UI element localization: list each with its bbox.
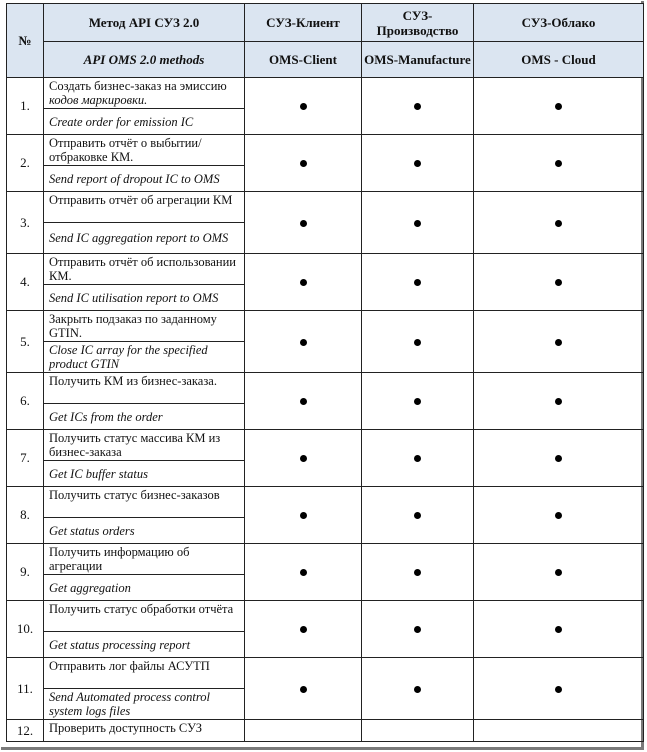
manufacture-support-cell xyxy=(362,192,474,254)
method-name-en: Send IC utilisation report to OMS xyxy=(44,285,245,311)
method-name-ru-text: Закрыть подзаказ по заданному GTIN. xyxy=(49,312,217,340)
manufacture-support-cell xyxy=(362,78,474,135)
client-support-cell xyxy=(245,544,362,601)
row-number: 10. xyxy=(7,601,44,658)
header-manuf-en: OMS-Manufacture xyxy=(362,42,474,78)
table-row xyxy=(7,720,644,742)
row-number: 9. xyxy=(7,544,44,601)
method-name-ru-text: Отправить отчёт об агрегации КМ xyxy=(49,193,233,207)
supported-bullet-icon xyxy=(300,339,307,346)
supported-bullet-icon xyxy=(414,569,421,576)
supported-bullet-icon xyxy=(300,103,307,110)
supported-bullet-icon xyxy=(555,569,562,576)
table-row xyxy=(7,373,644,404)
supported-bullet-icon xyxy=(300,626,307,633)
method-name-ru-text: Отправить отчёт об использовании КМ. xyxy=(49,255,236,283)
table-header xyxy=(7,4,644,78)
method-name-ru xyxy=(44,601,245,632)
table-row xyxy=(7,487,644,518)
client-support-cell xyxy=(245,135,362,192)
method-name-en: Send Automated process control system logs files xyxy=(44,689,245,720)
cloud-support-cell xyxy=(474,311,644,373)
row-number: 1. xyxy=(7,78,44,135)
table-row xyxy=(7,192,644,223)
supported-bullet-icon xyxy=(414,339,421,346)
table-row xyxy=(7,544,644,575)
manufacture-support-cell xyxy=(362,601,474,658)
supported-bullet-icon xyxy=(555,626,562,633)
client-support-cell xyxy=(245,720,362,742)
cloud-support-cell xyxy=(474,658,644,720)
table-row xyxy=(7,135,644,166)
method-name-ru xyxy=(44,373,245,404)
supported-bullet-icon xyxy=(555,279,562,286)
method-name-ru xyxy=(44,658,245,689)
cloud-support-cell xyxy=(474,601,644,658)
method-name-en: Get ICs from the order xyxy=(44,404,245,430)
client-support-cell xyxy=(245,192,362,254)
method-name-ru-text: Отправить лог файлы АСУТП xyxy=(49,659,210,673)
table-row xyxy=(7,430,644,461)
header-method-en: API OMS 2.0 methods xyxy=(44,42,245,78)
cloud-support-cell xyxy=(474,192,644,254)
supported-bullet-icon xyxy=(414,160,421,167)
manufacture-support-cell xyxy=(362,311,474,373)
client-support-cell xyxy=(245,373,362,430)
cloud-support-cell xyxy=(474,544,644,601)
method-name-en: Send report of dropout IC to OMS xyxy=(44,166,245,192)
cloud-support-cell xyxy=(474,487,644,544)
supported-bullet-icon xyxy=(414,626,421,633)
client-support-cell xyxy=(245,311,362,373)
method-name-ru-text: Создать бизнес-заказ на эмиссию xyxy=(49,79,227,93)
supported-bullet-icon xyxy=(555,160,562,167)
header-client-ru: СУЗ-Клиент xyxy=(245,4,362,42)
method-name-ru xyxy=(44,487,245,518)
client-support-cell xyxy=(245,487,362,544)
supported-bullet-icon xyxy=(555,512,562,519)
method-name-ru-text: Проверить доступность СУЗ xyxy=(49,721,203,735)
supported-bullet-icon xyxy=(414,686,421,693)
supported-bullet-icon xyxy=(300,220,307,227)
supported-bullet-icon xyxy=(300,398,307,405)
table-row xyxy=(7,311,644,342)
method-name-ru xyxy=(44,720,245,742)
supported-bullet-icon xyxy=(555,220,562,227)
method-name-en: Get status orders xyxy=(44,518,245,544)
method-name-ru-italic: кодов маркировки. xyxy=(49,93,148,107)
header-method-ru: Метод API СУЗ 2.0 xyxy=(44,4,245,42)
manufacture-support-cell xyxy=(362,135,474,192)
method-name-en: Get status processing report xyxy=(44,632,245,658)
method-name-ru-text: Получить информацию об агрегации xyxy=(49,545,190,573)
method-name-ru-text: Получить статус массива КМ из бизнес-заказа xyxy=(49,431,221,459)
method-name-ru xyxy=(44,192,245,223)
client-support-cell xyxy=(245,430,362,487)
header-cloud-en: OMS - Cloud xyxy=(474,42,644,78)
api-methods-table xyxy=(6,3,644,742)
method-name-en: Get aggregation xyxy=(44,575,245,601)
method-name-ru-text: Получить КМ из бизнес-заказа. xyxy=(49,374,217,388)
method-name-en: Create order for emission IC xyxy=(44,109,245,135)
method-name-ru-text: Получить статус бизнес-заказов xyxy=(49,488,220,502)
cloud-support-cell xyxy=(474,78,644,135)
table-row xyxy=(7,658,644,689)
header-manuf-ru: СУЗ-Производство xyxy=(362,4,474,42)
cloud-support-cell xyxy=(474,430,644,487)
supported-bullet-icon xyxy=(300,686,307,693)
supported-bullet-icon xyxy=(414,512,421,519)
manufacture-support-cell xyxy=(362,487,474,544)
method-name-ru xyxy=(44,430,245,461)
manufacture-support-cell xyxy=(362,430,474,487)
supported-bullet-icon xyxy=(300,569,307,576)
manufacture-support-cell xyxy=(362,544,474,601)
supported-bullet-icon xyxy=(414,103,421,110)
row-number: 3. xyxy=(7,192,44,254)
supported-bullet-icon xyxy=(555,686,562,693)
supported-bullet-icon xyxy=(555,103,562,110)
table-row xyxy=(7,78,644,109)
row-number: 7. xyxy=(7,430,44,487)
header-num: № xyxy=(7,4,44,78)
table-row xyxy=(7,254,644,285)
manufacture-support-cell xyxy=(362,720,474,742)
row-number: 12. xyxy=(7,720,44,742)
manufacture-support-cell xyxy=(362,658,474,720)
method-name-en: Send IC aggregation report to OMS xyxy=(44,223,245,254)
method-name-ru xyxy=(44,311,245,342)
row-number: 6. xyxy=(7,373,44,430)
supported-bullet-icon xyxy=(414,398,421,405)
client-support-cell xyxy=(245,658,362,720)
row-number: 11. xyxy=(7,658,44,720)
supported-bullet-icon xyxy=(300,455,307,462)
client-support-cell xyxy=(245,601,362,658)
method-name-en: Get IC buffer status xyxy=(44,461,245,487)
row-number: 5. xyxy=(7,311,44,373)
cloud-support-cell xyxy=(474,373,644,430)
method-name-ru-text: Отправить отчёт о выбытии/отбраковке КМ. xyxy=(49,136,202,164)
manufacture-support-cell xyxy=(362,254,474,311)
method-name-ru xyxy=(44,78,245,109)
row-number: 4. xyxy=(7,254,44,311)
cloud-support-cell xyxy=(474,135,644,192)
row-number: 2. xyxy=(7,135,44,192)
method-name-ru xyxy=(44,254,245,285)
supported-bullet-icon xyxy=(414,220,421,227)
method-name-ru xyxy=(44,135,245,166)
supported-bullet-icon xyxy=(414,455,421,462)
client-support-cell xyxy=(245,78,362,135)
supported-bullet-icon xyxy=(414,279,421,286)
header-row-ru xyxy=(7,4,644,42)
cloud-support-cell xyxy=(474,254,644,311)
method-name-en: Close IC array for the specified product GTIN xyxy=(44,342,245,373)
header-cloud-ru: СУЗ-Облако xyxy=(474,4,644,42)
header-row-en xyxy=(7,42,644,78)
supported-bullet-icon xyxy=(300,160,307,167)
manufacture-support-cell xyxy=(362,373,474,430)
supported-bullet-icon xyxy=(300,279,307,286)
header-client-en: OMS-Client xyxy=(245,42,362,78)
method-name-ru-text: Получить статус обработки отчёта xyxy=(49,602,234,616)
supported-bullet-icon xyxy=(300,512,307,519)
table-row xyxy=(7,601,644,632)
method-name-ru xyxy=(44,544,245,575)
client-support-cell xyxy=(245,254,362,311)
row-number: 8. xyxy=(7,487,44,544)
table-body xyxy=(7,78,644,742)
cloud-support-cell xyxy=(474,720,644,742)
supported-bullet-icon xyxy=(555,455,562,462)
supported-bullet-icon xyxy=(555,339,562,346)
supported-bullet-icon xyxy=(555,398,562,405)
